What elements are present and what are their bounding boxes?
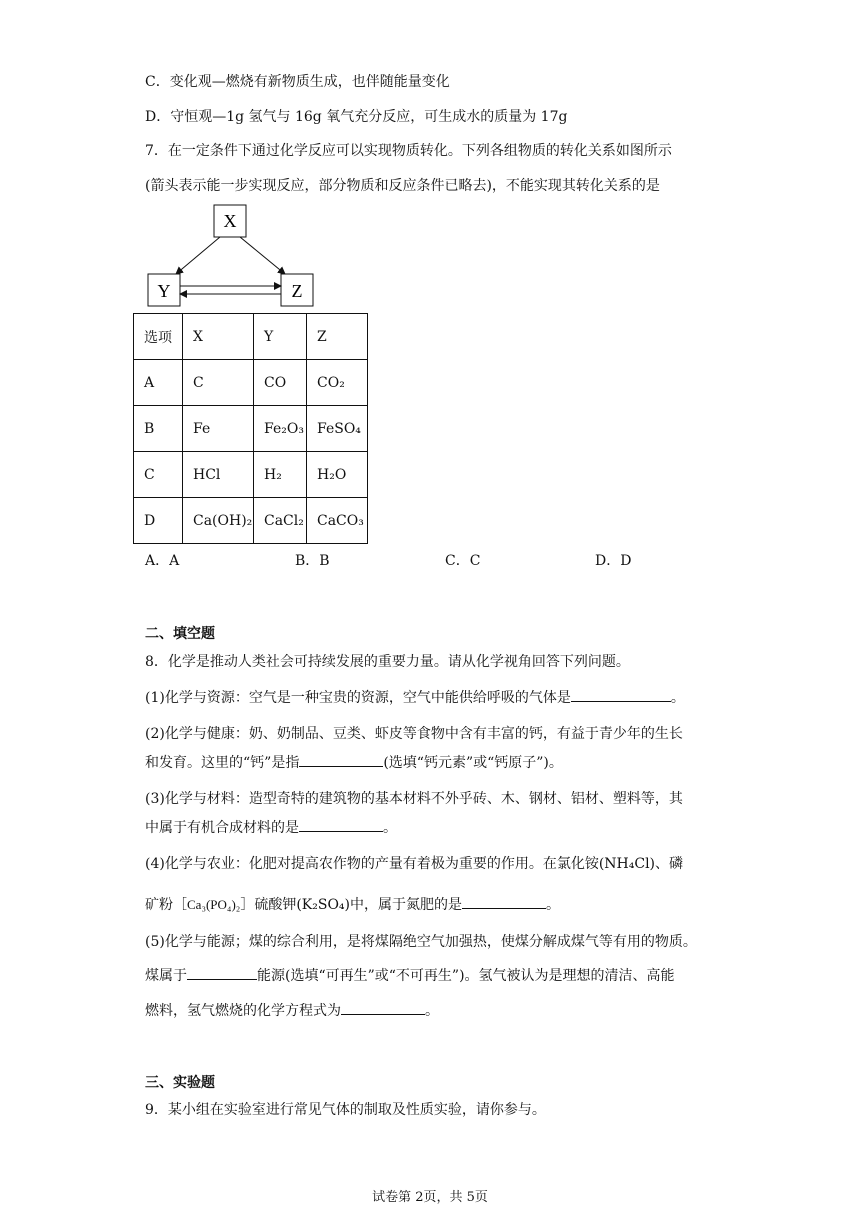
question-8-part-5-line-1: (5)化学与能源；煤的综合利用，是将煤隔绝空气加强热，使煤分解成煤气等有用的物质。 (145, 934, 697, 950)
choice-c[interactable]: C．C (445, 553, 481, 569)
table-cell: Y (254, 314, 307, 360)
conversion-diagram (140, 200, 320, 310)
question-8-part-5-line-3 (145, 1001, 439, 1021)
question-8-part-2-line-1: (2)化学与健康：奶、奶制品、豆类、虾皮等食物中含有丰富的钙，有益于青少年的生长 (145, 726, 683, 742)
question-8-part-3-line-1: (3)化学与材料：造型奇特的建筑物的基本材料不外乎砖、木、钢材、铝材、塑料等，其 (145, 791, 683, 807)
table-cell: B (134, 406, 183, 452)
table-cell: D (134, 498, 183, 544)
answer-blank-5[interactable] (187, 978, 257, 980)
question-8-part-4-line-2 (145, 895, 560, 915)
part-2-end: (选填“钙元素”或“钙原子”)。 (383, 755, 563, 771)
section-2-title: 二、填空题 (145, 626, 215, 642)
choice-d[interactable]: D．D (595, 553, 632, 569)
page-footer: 试卷第 2页，共 5页 (372, 1190, 488, 1205)
table-header-row (134, 314, 368, 360)
answer-blank-4[interactable] (462, 907, 546, 909)
table-cell: C (183, 360, 254, 406)
table-cell: H₂O (307, 452, 368, 498)
node-x-box (214, 205, 246, 237)
table-cell: CO (254, 360, 307, 406)
options-table (133, 313, 368, 544)
answer-blank-1[interactable] (571, 700, 671, 702)
option-d-line: D．守恒观—1g 氢气与 16g 氧气充分反应，可生成水的质量为 17g (145, 109, 568, 125)
table-row (134, 498, 368, 544)
table-row (134, 406, 368, 452)
calcium-phosphate-formula: Ca₃(PO₄)₂ (187, 897, 241, 912)
table-row (134, 452, 368, 498)
choice-a[interactable]: A．A (145, 553, 180, 569)
question-7-line-2: (箭头表示能一步实现反应，部分物质和反应条件已略去)，不能实现其转化关系的是 (145, 178, 660, 194)
question-8-part-5-line-2 (145, 966, 675, 986)
part-1-text: (1)化学与资源：空气是一种宝贵的资源，空气中能供给呼吸的气体是 (145, 690, 571, 706)
table-cell: CaCO₃ (307, 498, 368, 544)
table-cell: CO₂ (307, 360, 368, 406)
table-cell: 选项 (134, 314, 183, 360)
arrow-x-to-z (240, 237, 285, 274)
node-z-box (281, 274, 313, 306)
table-cell: H₂ (254, 452, 307, 498)
choice-b[interactable]: B．B (295, 553, 330, 569)
option-c-line: C．变化观—燃烧有新物质生成，也伴随能量变化 (145, 74, 450, 90)
question-9-line: 9．某小组在实验室进行常见气体的制取及性质实验，请你参与。 (145, 1102, 546, 1118)
part-5-prefix: 煤属于 (145, 968, 187, 984)
table-cell: Fe (183, 406, 254, 452)
question-8-part-2-line-2 (145, 753, 563, 773)
node-x-label: X (223, 211, 237, 231)
node-y-box (148, 274, 180, 306)
table-cell: X (183, 314, 254, 360)
node-z-label: Z (291, 281, 303, 301)
section-3-title: 三、实验题 (145, 1075, 215, 1091)
part-3-text: 中属于有机合成材料的是 (145, 820, 299, 836)
part-2-text: 和发育。这里的“钙”是指 (145, 755, 300, 771)
part-4-text: ］硫酸钾(K₂SO₄)中，属于氮肥的是 (240, 897, 463, 913)
question-8-intro: 8．化学是推动人类社会可持续发展的重要力量。请从化学视角回答下列问题。 (145, 654, 630, 670)
table-cell: Fe₂O₃ (254, 406, 307, 452)
table-cell: Z (307, 314, 368, 360)
question-8-part-4-line-1: (4)化学与农业：化肥对提高农作物的产量有着极为重要的作用。在氯化铵(NH₄Cl)、磷 (145, 856, 684, 872)
answer-blank-3[interactable] (299, 830, 383, 832)
arrow-x-to-y (176, 237, 220, 274)
table-cell: CaCl₂ (254, 498, 307, 544)
part-5-equation-text: 燃料，氢气燃烧的化学方程式为 (145, 1003, 341, 1019)
table-cell: A (134, 360, 183, 406)
part-3-end: 。 (383, 820, 397, 836)
table-cell: Ca(OH)₂ (183, 498, 254, 544)
table-cell: C (134, 452, 183, 498)
node-y-label: Y (157, 281, 171, 301)
answer-blank-2[interactable] (299, 765, 383, 767)
part-5-text: 能源(选填“可再生”或“不可再生”)。氢气被认为是理想的清洁、高能 (257, 968, 675, 984)
answer-blank-6[interactable] (341, 1013, 425, 1015)
part-4-end: 。 (546, 897, 561, 913)
table-row (134, 360, 368, 406)
table-cell: FeSO₄ (307, 406, 368, 452)
question-8-part-3-line-2 (145, 818, 397, 838)
question-7-line-1: 7．在一定条件下通过化学反应可以实现物质转化。下列各组物质的转化关系如图所示 (145, 143, 672, 159)
part-5-end: 。 (425, 1003, 439, 1019)
table-cell: HCl (183, 452, 254, 498)
question-8-part-1 (145, 688, 685, 708)
part-4-prefix: 矿粉［ (145, 897, 187, 913)
part-1-end: 。 (670, 690, 685, 706)
